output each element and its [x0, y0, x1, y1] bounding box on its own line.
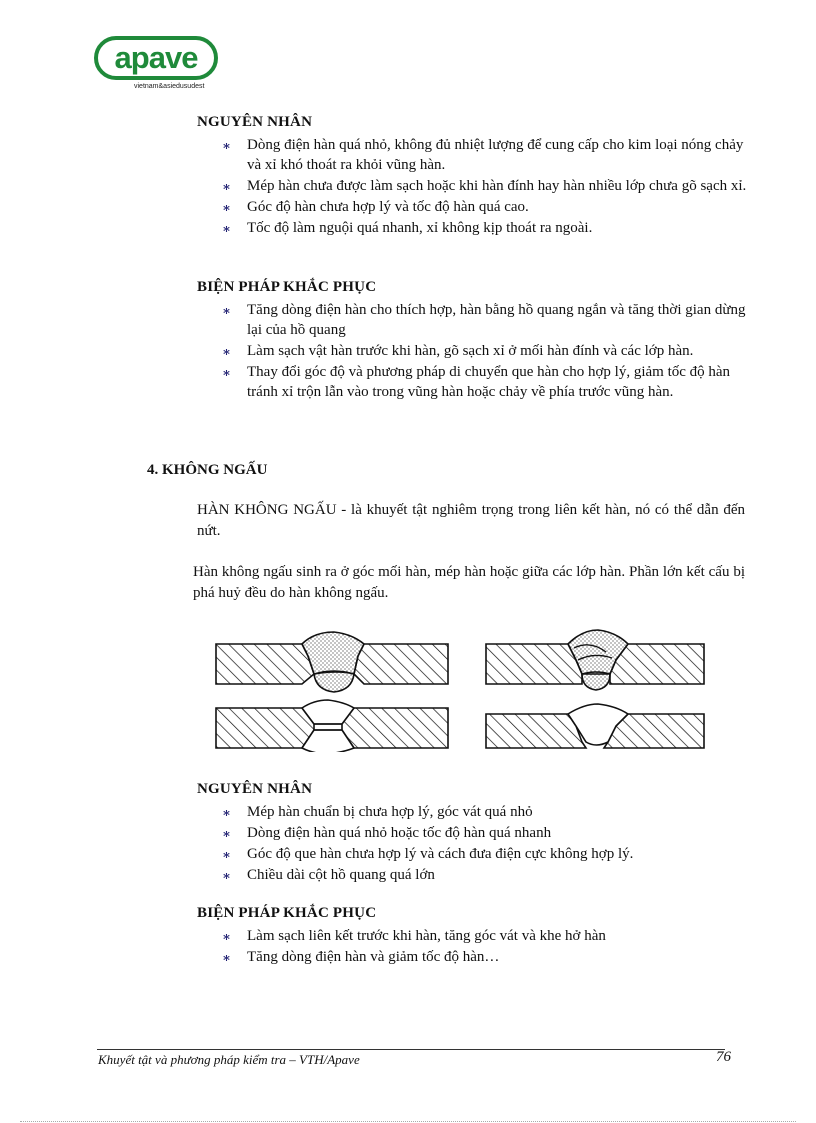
page-number: 76 [716, 1049, 731, 1065]
causes-list-1 [222, 135, 752, 239]
asterisk-icon: ∗ [222, 868, 231, 883]
causes-heading-2: NGUYÊN NHÂN [197, 781, 313, 797]
weld-section-bottom-left [216, 700, 448, 752]
asterisk-icon: ∗ [222, 179, 231, 194]
list-item: ∗ Tốc độ làm nguội quá nhanh, xỉ không kịp thoát ra ngoài. [222, 218, 752, 238]
list-item: ∗ Góc độ hàn chưa hợp lý và tốc độ hàn quá cao. [222, 197, 752, 217]
list-item: ∗ Dòng điện hàn quá nhỏ hoặc tốc độ hàn quá nhanh [222, 823, 752, 843]
causes-heading-1: NGUYÊN NHÂN [197, 114, 313, 130]
logo-brand: apave [114, 39, 198, 75]
list-item: ∗ Làm sạch liên kết trước khi hàn, tăng góc vát và khe hở hàn [222, 926, 752, 946]
asterisk-icon: ∗ [222, 365, 231, 380]
weld-section-bottom-right [486, 704, 704, 748]
asterisk-icon: ∗ [222, 303, 231, 318]
remedies-list-2 [222, 926, 752, 968]
logo-badge [94, 36, 218, 80]
apave-logo [94, 36, 224, 94]
asterisk-icon: ∗ [222, 805, 231, 820]
weld-section-top-left [216, 632, 448, 692]
footer-divider [97, 1049, 725, 1050]
section-title: 4. KHÔNG NGẤU [147, 462, 268, 478]
page-edge-divider [20, 1121, 796, 1122]
weld-section-top-right [486, 630, 704, 690]
list-item: ∗ Góc độ que hàn chưa hợp lý và cách đưa điện cực không hợp lý. [222, 844, 752, 864]
list-item: ∗ Chiều dài cột hồ quang quá lớn [222, 865, 752, 885]
asterisk-icon: ∗ [222, 929, 231, 944]
causes-list-2 [222, 802, 752, 886]
asterisk-icon: ∗ [222, 847, 231, 862]
remedies-heading-2: BIỆN PHÁP KHẮC PHỤC [197, 905, 377, 921]
list-item: ∗ Dòng điện hàn quá nhỏ, không đủ nhiệt lượng để cung cấp cho kim loại nóng chảy và xỉ khó thoát ra khỏi vũng hàn. [222, 137, 744, 173]
asterisk-icon: ∗ [222, 950, 231, 965]
remedies-heading-1: BIỆN PHÁP KHẮC PHỤC [197, 279, 377, 295]
logo-tagline: vietnam&asiedusudest [134, 83, 205, 90]
asterisk-icon: ∗ [222, 344, 231, 359]
remedies-list-1 [222, 300, 752, 403]
list-item: ∗ Mép hàn chuẩn bị chưa hợp lý, góc vát quá nhỏ [222, 802, 752, 822]
footer-text: Khuyết tật và phương pháp kiểm tra – VTH/Apave [98, 1052, 360, 1067]
list-item: ∗ Làm sạch vật hàn trước khi hàn, gõ sạch xỉ ở mối hàn đính và các lớp hàn. [222, 341, 752, 361]
list-item: ∗ Mép hàn chưa được làm sạch hoặc khi hàn đính hay hàn nhiều lớp chưa gõ sạch xỉ. [222, 176, 752, 196]
asterisk-icon: ∗ [222, 221, 231, 236]
definition-paragraph: HÀN KHÔNG NGẤU - là khuyết tật nghiêm trọng trong liên kết hàn, nó có thể dẫn đến nứt. [197, 502, 745, 539]
description-paragraph: Hàn không ngấu sinh ra ở góc mối hàn, mép hàn hoặc giữa các lớp hàn. Phần lớn kết cấu bị phá huỷ đều do hàn không ngấu. [193, 564, 745, 601]
list-item: ∗ Tăng dòng điện hàn và giảm tốc độ hàn… [222, 947, 752, 967]
asterisk-icon: ∗ [222, 138, 231, 153]
asterisk-icon: ∗ [222, 826, 231, 841]
asterisk-icon: ∗ [222, 200, 231, 215]
list-item: ∗ Tăng dòng điện hàn cho thích hợp, hàn bằng hồ quang ngắn và tăng thời gian dừng lại của hồ quang [222, 302, 746, 338]
list-item: ∗ Thay đổi góc độ và phương pháp di chuyển que hàn cho hợp lý, giảm tốc độ hàn tránh xỉ trộn lẫn vào trong vũng hàn hoặc chảy về phía trước vũng hàn. [222, 364, 731, 400]
weld-defect-figure [210, 626, 706, 752]
